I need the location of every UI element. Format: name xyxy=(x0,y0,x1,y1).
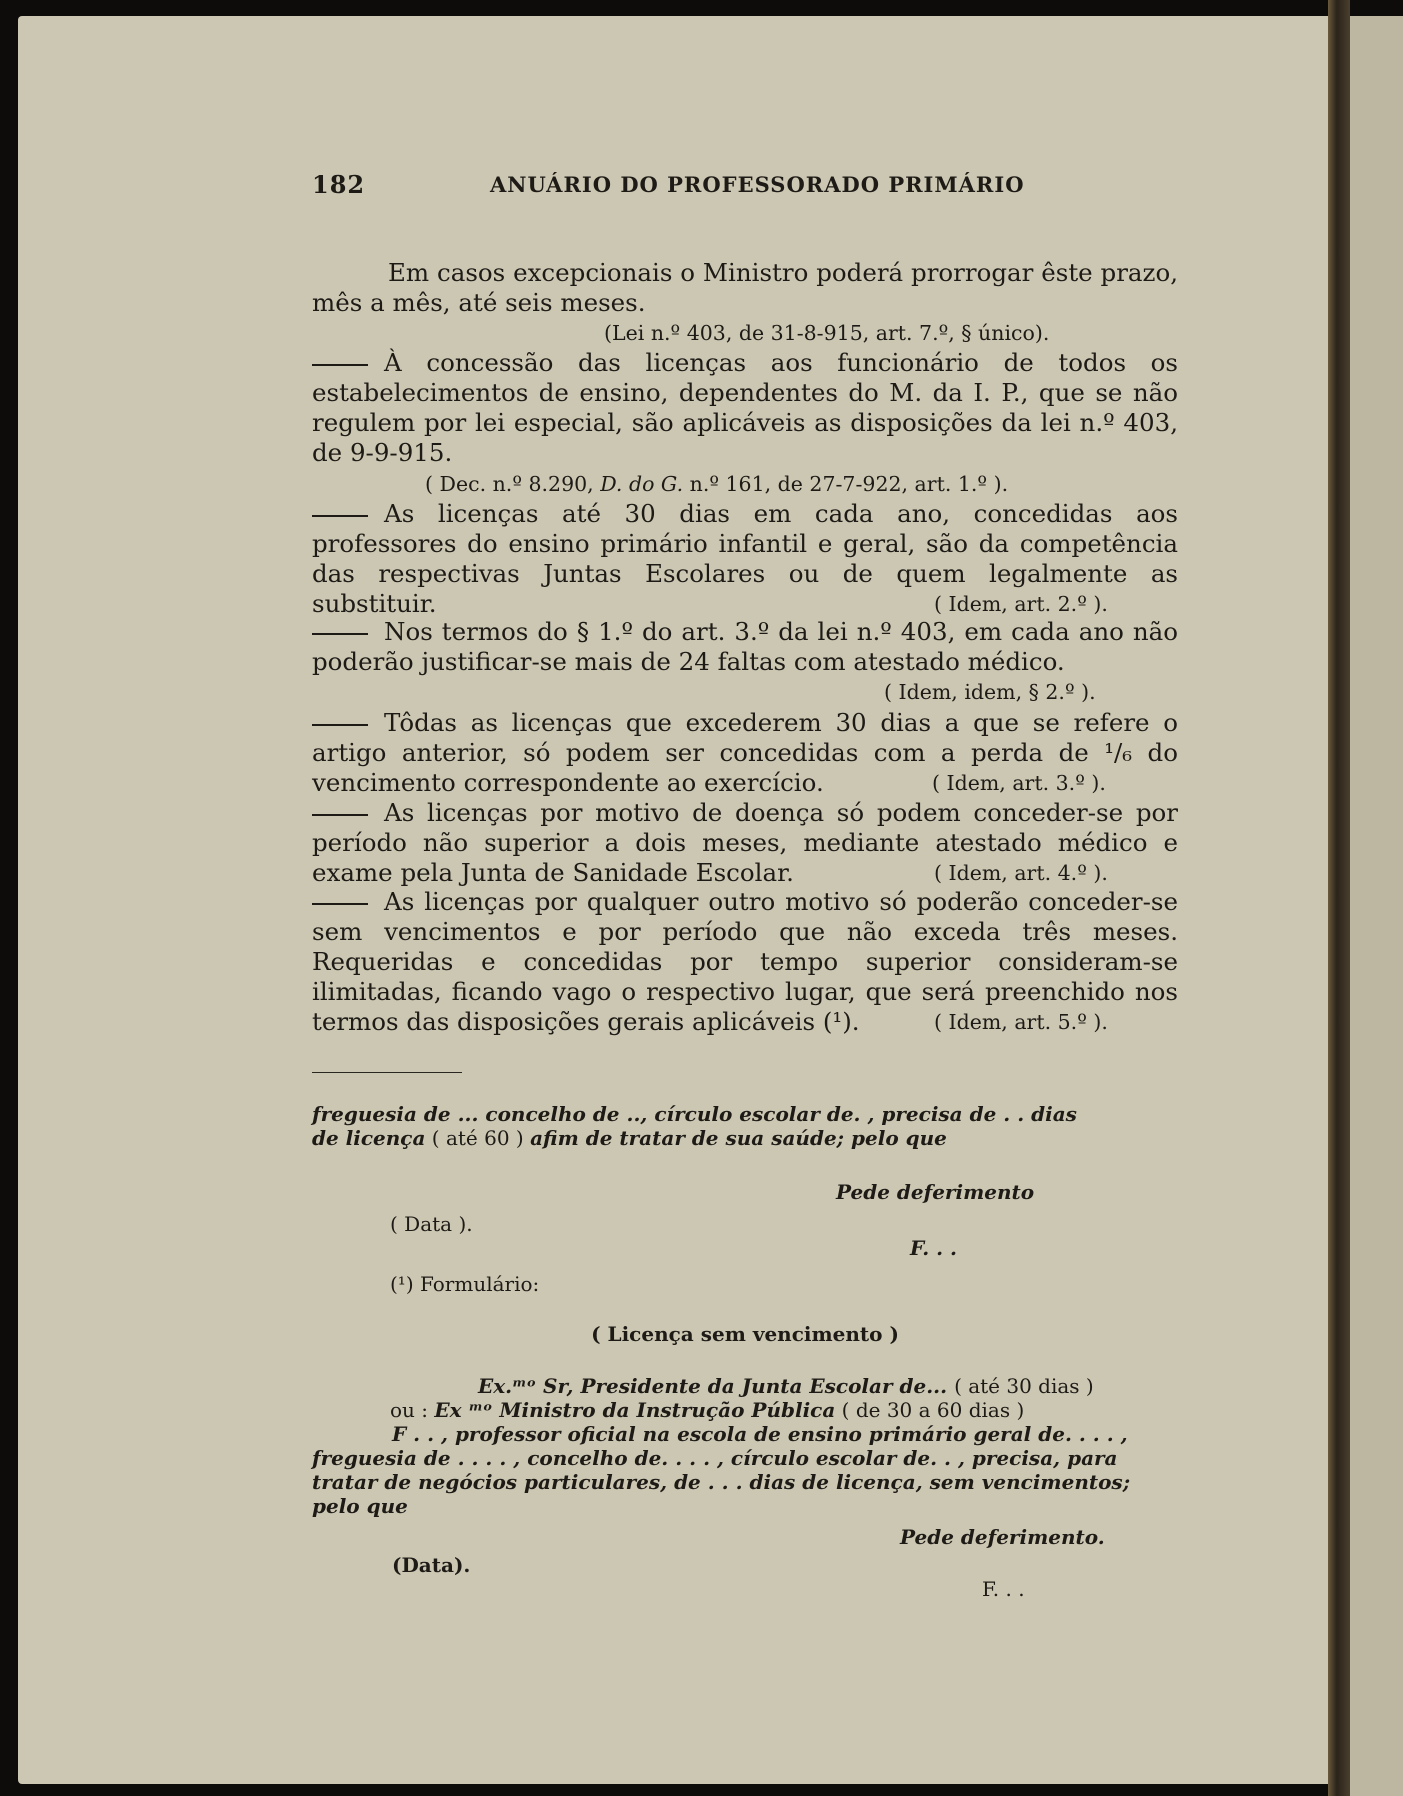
form-1 xyxy=(312,1102,1178,1150)
citation-1: (Lei n.º 403, de 31-8-915, art. 7.º, § único). xyxy=(604,321,1050,345)
citation-2 xyxy=(425,469,1008,499)
running-title: ANUÁRIO DO PROFESSORADO PRIMÁRIO xyxy=(490,172,1025,197)
form-2-line-2a: ou : xyxy=(390,1398,435,1422)
form-1-line-2a: de licença xyxy=(312,1126,426,1150)
form-2-line-1a: Ex.ᵐᵒ Sr, Presidente da Junta Escolar de... xyxy=(478,1374,948,1398)
form-1-data: ( Data ). xyxy=(390,1212,473,1236)
paragraph-3-text: As licenças até 30 dias em cada ano, concedidas aos professores do ensino primário infantil e geral, são da competência das respectivas Juntas Escolares ou de quem legalmente as substituir. xyxy=(312,499,1178,618)
citation-5: ( Idem, art. 3.º ). xyxy=(932,771,1106,795)
paragraph-6-text: As licenças por motivo de doença só podem conceder-se por período não superior a dois meses, mediante atestado médico e exame pela Junta de Sanidade Escolar. xyxy=(312,798,1178,887)
paragraph-7-text: As licenças por qualquer outro motivo só poderão conceder-se sem vencimentos e por período que não exceda três meses. Requeridas e concedidas por tempo superior consideram-se ilimitadas, ficando vago o respectivo lugar, que será preenchido nos termos das disposições gerais aplicáveis (¹). xyxy=(312,887,1178,1036)
book-gutter xyxy=(1328,0,1350,1796)
citation-7: ( Idem, art. 5.º ). xyxy=(934,1010,1108,1034)
form-1-signature: F. . . xyxy=(910,1236,958,1260)
form-2-line-3: F . . , professor oficial na escola de ensino primário geral de. . . . , xyxy=(392,1422,1128,1446)
paragraph-dash xyxy=(312,617,384,646)
footnote-label: (¹) Formulário: xyxy=(390,1272,540,1296)
form-2-line-2b: Ex ᵐᵒ Ministro da Instrução Pública xyxy=(434,1398,836,1422)
form-2 xyxy=(312,1374,1178,1518)
citation-2-part-a: ( Dec. n.º 8.290, xyxy=(425,472,601,496)
paragraph-dash xyxy=(312,708,384,737)
adjacent-page-edge xyxy=(1350,16,1403,1796)
paragraph-4-text: Nos termos do § 1.º do art. 3.º da lei n.º 403, em cada ano não poderão justificar-se mais de 24 faltas com atestado médico. xyxy=(312,617,1178,676)
form-2-line-1b: ( até 30 dias ) xyxy=(954,1374,1094,1398)
citation-3: ( Idem, art. 2.º ). xyxy=(934,592,1108,616)
form-2-line-5: tratar de negócios particulares, de . . . dias de licença, sem vencimentos; xyxy=(312,1470,1131,1494)
paragraph-dash xyxy=(312,798,384,827)
paragraph-1: Em casos excepcionais o Ministro poderá prorrogar êste prazo, mês a mês, até seis meses. xyxy=(312,258,1178,317)
form-2-line-4: freguesia de . . . . , concelho de. . . . , círculo escolar de. . , precisa, para xyxy=(312,1446,1118,1470)
form-2-data: (Data). xyxy=(392,1553,471,1577)
form-2-title: ( Licença sem vencimento ) xyxy=(591,1322,899,1346)
form-2-line-1 xyxy=(312,1374,1178,1398)
paragraph-2 xyxy=(312,348,1178,468)
page-header xyxy=(312,170,1178,200)
page-number: 182 xyxy=(312,170,366,199)
paragraph-5-text: Tôdas as licenças que excederem 30 dias a que se refere o artigo anterior, só podem ser concedidas com a perda de ¹/₆ do vencimento correspondente ao exercício. xyxy=(312,708,1178,797)
form-2-signature: F. . . xyxy=(982,1577,1025,1601)
form-2-pede-deferimento: Pede deferimento. xyxy=(900,1525,1105,1549)
citation-2-gazette: D. do G. xyxy=(600,472,684,496)
form-1-line-2c: afim de tratar de sua saúde; pelo que xyxy=(530,1126,947,1150)
paragraph-dash xyxy=(312,887,384,916)
citation-4: ( Idem, idem, § 2.º ). xyxy=(884,680,1096,704)
citation-2-part-c: n.º 161, de 27-7-922, art. 1.º ). xyxy=(683,472,1009,496)
paragraph-2-text: À concessão das licenças aos funcionário de todos os estabelecimentos de ensino, dependentes do M. da I. P., que se não regulem por lei especial, são aplicáveis as disposições da lei n.º 403, de 9-9-915. xyxy=(312,348,1178,467)
form-1-line-1: freguesia de ... concelho de .., círculo escolar de. , precisa de . . dias xyxy=(312,1102,1077,1126)
form-1-line-2b: ( até 60 ) xyxy=(425,1126,531,1150)
paragraph-dash xyxy=(312,499,384,528)
citation-6: ( Idem, art. 4.º ). xyxy=(934,861,1108,885)
form-2-line-2c: ( de 30 a 60 dias ) xyxy=(835,1398,1025,1422)
form-1-line-2 xyxy=(312,1126,1178,1150)
form-1-pede-deferimento: Pede deferimento xyxy=(836,1180,1035,1204)
paragraph-dash xyxy=(312,348,384,377)
form-2-line-2 xyxy=(312,1398,1178,1422)
form-2-line-6: pelo que xyxy=(312,1494,408,1518)
footnote-rule xyxy=(312,1072,462,1073)
paragraph-4 xyxy=(312,617,1178,677)
